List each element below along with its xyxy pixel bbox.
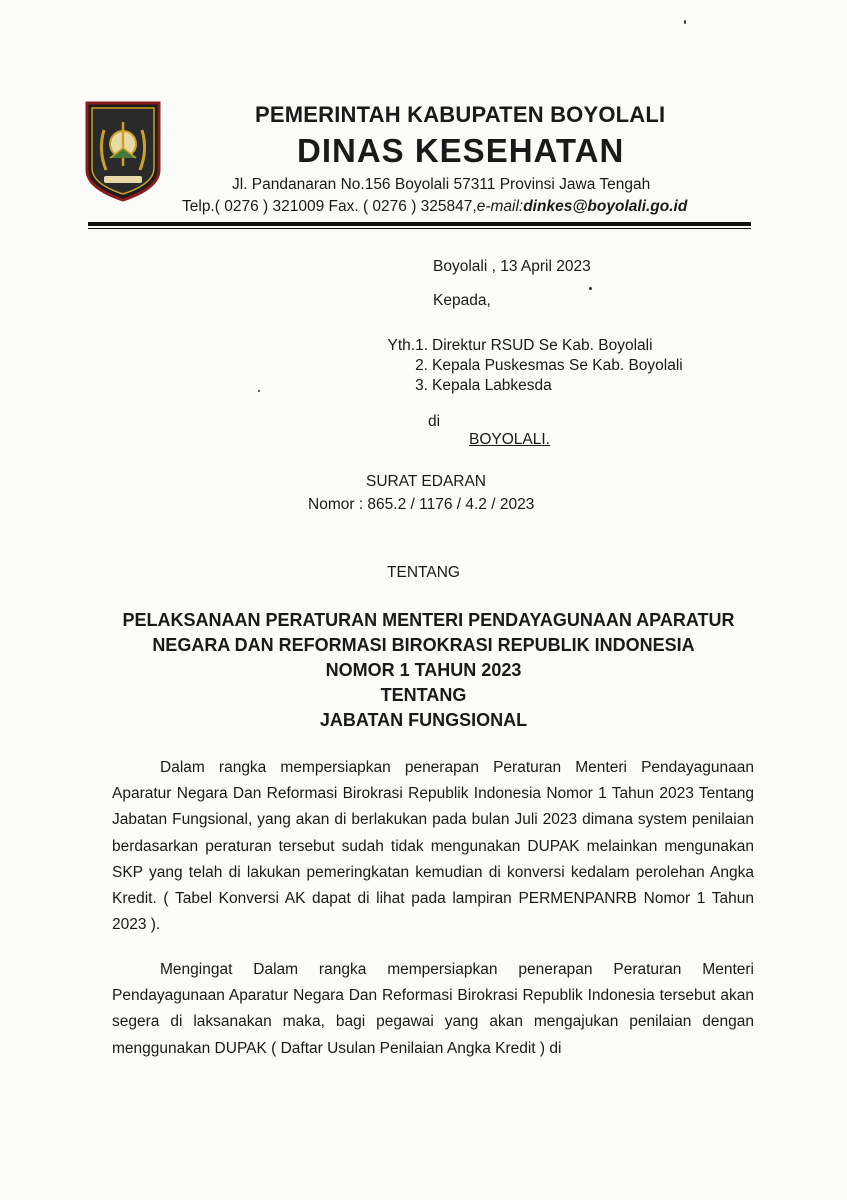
agency-contact [182,198,687,216]
letterhead-divider-thin [88,228,751,229]
recipient-item [378,376,683,396]
agency-name: DINAS KESEHATAN [297,132,625,169]
salutation: Kepada, [433,292,491,309]
scan-speck [258,390,260,392]
subject-line: NEGARA DAN REFORMASI BIROKRASI REPUBLIK INDONESIA [152,635,695,655]
recipient-text: Direktur RSUD Se Kab. Boyolali [432,337,653,354]
scan-speck [684,20,686,24]
destination-city: BOYOLALI. [469,431,550,448]
email-label: e-mail: [476,198,524,215]
scan-speck [589,287,592,290]
di-label: di [428,413,441,430]
circular-number: Nomor : 865.2 / 1176 / 4.2 / 2023 [308,496,535,513]
body-paragraph-1: Dalam rangka mempersiapkan penerapan Peraturan Menteri Pendayagunaan Aparatur Negara Dan Reformasi Birokrasi Republik Indonesia Nomor 1 Tahun 2023 Tentang Jabatan Fungsional, yang akan di berlakukan pada bulan Juli 2023 dimana system penilaian berdasarkan peraturan tersebut sudah tidak mengunakan DUPAK melainkan mengunakan SKP yang telah di lakukan pemeringkatan kemudian di konversi kedalam perolehan Angka Kredit. ( Tabel Konversi AK dapat di lihat pada lampiran PERMENPANRB Nomor 1 Tahun 2023 ). [112,759,754,934]
phone-fax: Telp.( 0276 ) 321009 Fax. ( 0276 ) 325847, [182,198,477,215]
subject-line: TENTANG [380,685,467,705]
recipient-number: 2. [415,357,428,374]
recipient-item [378,356,683,376]
recipient-number: Yth.1. [387,337,428,354]
recipient-text: Kepala Puskesmas Se Kab. Boyolali [432,357,683,374]
email-address: dinkes@boyolali.go.id [523,198,688,215]
subject-line: PELAKSANAAN PERATURAN MENTERI PENDAYAGUNAAN APARATUR [122,610,735,630]
body-paragraph-2: Mengingat Dalam rangka mempersiapkan penerapan Peraturan Menteri Pendayagunaan Aparatur Negara Dan Reformasi Birokrasi Republik Indonesia tersebut akan segera di laksanakan maka, bagi pegawai yang akan mengajukan penilaian dengan menggunakan DUPAK ( Daftar Usulan Penilaian Angka Kredit ) di [112,961,754,1057]
tentang-label: TENTANG [387,564,460,581]
recipient-number: 3. [415,377,428,394]
government-name: PEMERINTAH KABUPATEN BOYOLALI [255,102,666,127]
coat-of-arms-icon [84,100,162,203]
recipient-text: Kepala Labkesda [432,377,552,394]
circular-title: SURAT EDARAN [366,473,487,490]
letter-date: Boyolali , 13 April 2023 [433,258,591,275]
letterhead-divider-thick [88,222,751,226]
subject-line: NOMOR 1 TAHUN 2023 [325,660,522,680]
recipient-item [378,336,683,356]
subject-line: JABATAN FUNGSIONAL [319,710,528,730]
recipient-list [378,336,683,396]
agency-address: Jl. Pandanaran No.156 Boyolali 57311 Provinsi Jawa Tengah [232,176,651,193]
circular-subject [0,608,847,733]
